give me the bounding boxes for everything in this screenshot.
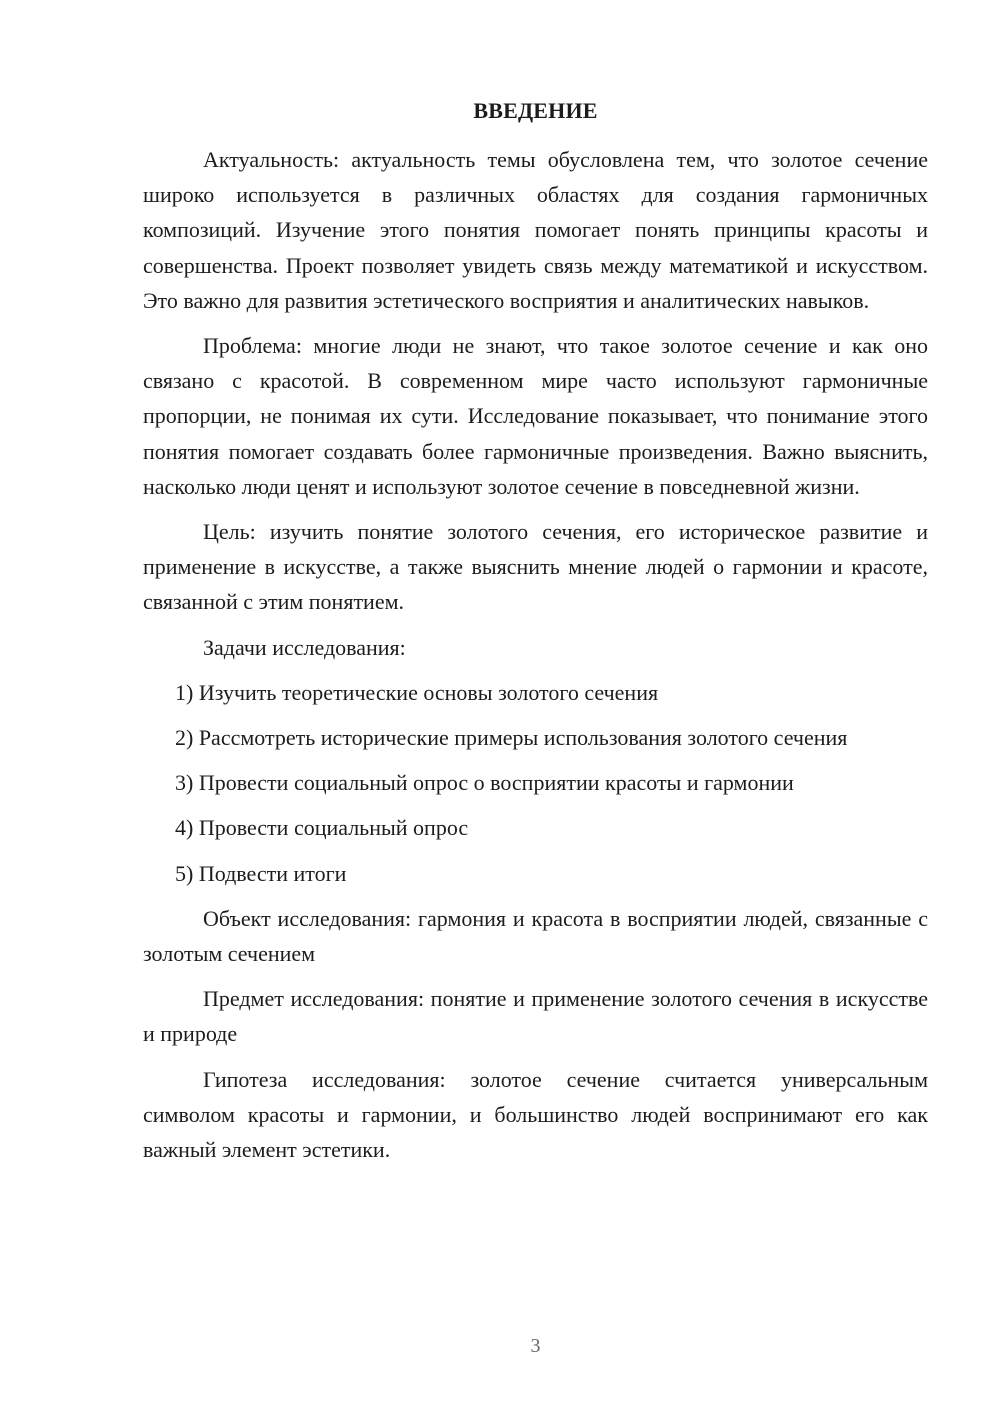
task-item-1: 1) Изучить теоретические основы золотого сечения (175, 679, 659, 705)
goal-paragraph: Цель: изучить понятие золотого сечения, его историческое развитие и применение в искусстве, а также выяснить мнение людей о гармонии и красоте, связанной с этим понятием. (143, 519, 928, 615)
task-item-3: 3) Провести социальный опрос о восприятии красоты и гармонии (175, 770, 794, 796)
tasks-heading: Задачи исследования: (203, 634, 406, 660)
page-title: ВВЕДЕНИЕ (473, 98, 598, 123)
task-item-5: 5) Подвести итоги (175, 860, 347, 886)
task-item-4: 4) Провести социальный опрос (175, 815, 469, 841)
page-number: 3 (530, 1335, 541, 1357)
hypothesis-paragraph: Гипотеза исследования: золотое сечение считается универсальным символом красоты и гармонии, и большинство людей воспринимают его как важный элемент эстетики. (143, 1066, 928, 1163)
problem-paragraph: Проблема: многие люди не знают, что такое золотое сечение и как оно связано с красотой. В современном мире часто используют гармоничные пропорции, не понимая их сути. Исследование показывает, что понимание этого понятия помогает создавать более гармоничные произведения. Важно выяснить, насколько люди ценят и используют золотое сечение в повседневной жизни. (143, 333, 928, 499)
task-item-2: 2) Рассмотреть исторические примеры использования золотого сечения (175, 725, 848, 751)
object-paragraph: Объект исследования: гармония и красота в восприятии людей, связанные с золотым сечением (143, 905, 928, 967)
relevance-paragraph: Актуальность: актуальность темы обусловлена тем, что золотое сечение широко используется в различных областях для создания гармоничных композиций. Изучение этого понятия помогает понять принципы красоты и совершенства. Проект позволяет увидеть связь между математикой и искусством. Это важно для развития эстетического восприятия и аналитических навыков. (143, 147, 928, 313)
document-body (143, 142, 928, 1177)
subject-paragraph: Предмет исследования: понятие и применение золотого сечения в искусстве и природе (143, 986, 928, 1047)
